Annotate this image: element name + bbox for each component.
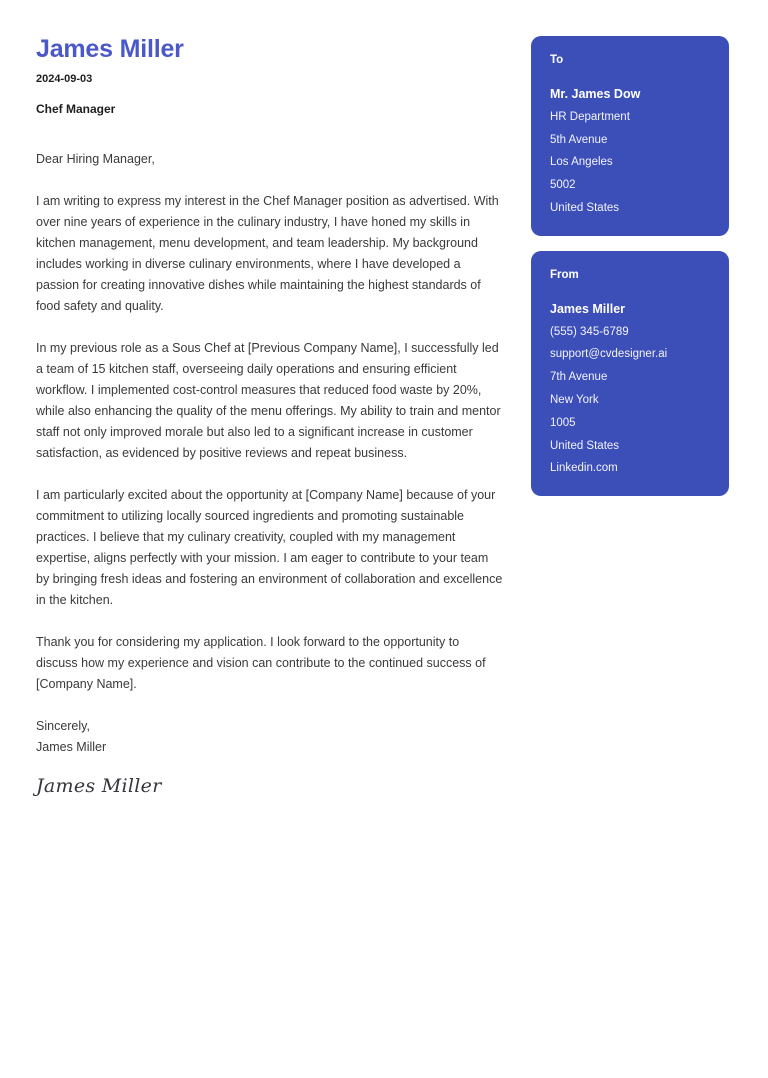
recipient-card [531,36,729,236]
page-title: James Miller [36,35,184,63]
sender-phone: (555) 345-6789 [550,325,629,338]
sender-email[interactable]: support@cvdesigner.ai [550,348,668,361]
signature: James Miller [36,775,162,798]
address-cards-column [531,36,729,496]
recipient-name: Mr. James Dow [550,86,641,101]
letter-paragraph: I am writing to express my interest in the Chef Manager position as advertised. With over nine years of experience in the culinary industry, I have honed my skills in kitchen management, menu development, and team leadership. My background includes working in diverse culinary environments, where I have developed a passion for creating innovative dishes while maintaining the highest standards of food safety and quality. [36,194,499,314]
recipient-address-line: 5002 [550,179,576,192]
letter-content-column [36,36,504,797]
recipient-address-line: Los Angeles [550,156,613,169]
job-title: Chef Manager [36,101,116,116]
sender-name: James Miller [550,301,626,316]
recipient-address-line: United States [550,201,620,214]
sender-address-line: New York [550,393,599,406]
sender-address-line: 1005 [550,416,576,429]
letter-date: 2024-09-03 [36,72,93,85]
closing-block [36,716,504,758]
recipient-address-line: 5th Avenue [550,133,608,146]
sender-card [531,251,729,496]
letter-paragraph: In my previous role as a Sous Chef at [Previous Company Name], I successfully led a team of 15 kitchen staff, overseeing daily operations and ensuring efficient workflow. I implemented cost-control measures that reduced food waste by 20%, while also enhancing the quality of the menu offerings. My ability to train and mentor staff not only improved morale but also led to a significant increase in customer satisfaction, as evidenced by positive reviews and repeat business. [36,341,501,461]
sender-linkedin-link[interactable]: Linkedin.com [550,462,618,475]
recipient-card-heading: To [550,54,564,66]
salutation: Dear Hiring Manager, [36,152,155,167]
sender-address-line: United States [550,439,620,452]
letter-paragraph: I am particularly excited about the opportunity at [Company Name] because of your commitment to utilizing locally sourced ingredients and promoting sustainable practices. I believe that my culinary creativity, coupled with my management expertise, aligns perfectly with your mission. I am eager to contribute to your team by bringing fresh ideas and fostering an environment of collaboration and excellence in the kitchen. [36,488,503,608]
letter-paragraph: Thank you for considering my application. I look forward to the opportunity to discuss how my experience and vision can contribute to the continued success of [Company Name]. [36,635,486,692]
recipient-address-line: HR Department [550,110,630,123]
closing-name: James Miller [36,740,107,755]
sender-address-line: 7th Avenue [550,371,608,384]
sender-card-heading: From [550,268,579,281]
closing-salutation: Sincerely, [36,719,90,734]
